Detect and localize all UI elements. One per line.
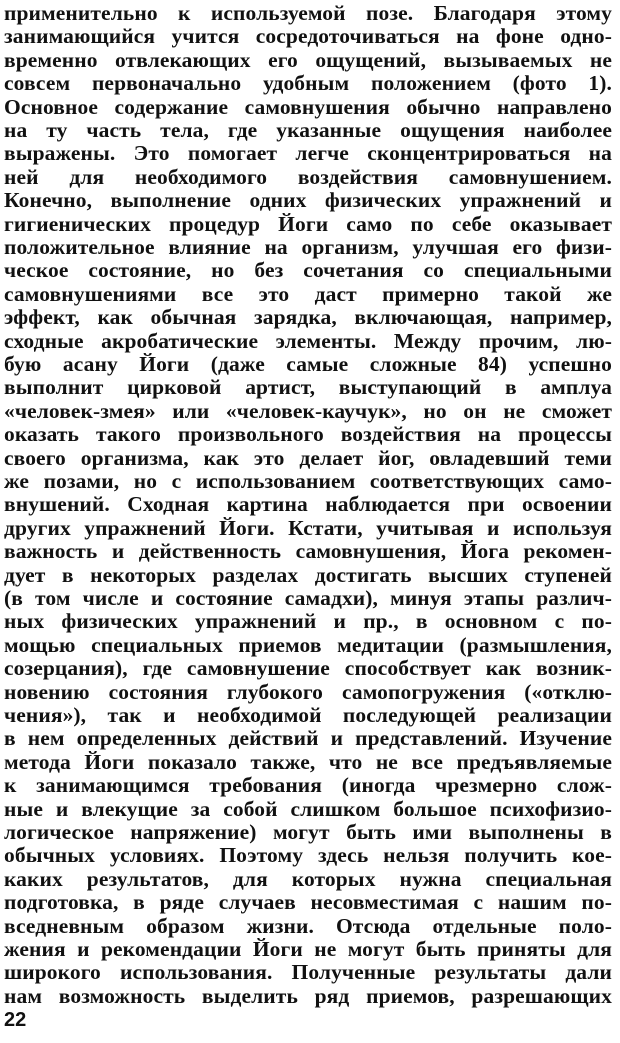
text-line: в нем определенных действий и представлений. Изучение (4, 726, 612, 751)
text-line: ческое состояние, но без сочетания со специальными (4, 258, 612, 283)
text-line: ней для необходимого воздействия самовнушением. (4, 164, 612, 189)
text-line: каких результатов, для которых нужна специальная (4, 866, 612, 891)
page-number: 22 (4, 1009, 27, 1031)
text-line: выражены. Это помогает легче сконцентрироваться на (4, 141, 612, 166)
text-line: самовнушениями все это даст примерно такой же (4, 281, 612, 306)
text-line: нам возможность выделить ряд приемов, разрешающих (4, 983, 612, 1008)
text-line: новению состояния глубокого самопогружения («отклю- (4, 679, 612, 704)
text-line: занимающийся учится сосредоточиваться на фоне одно- (4, 24, 612, 49)
text-line: метода Йоги показало также, что не все предъявляемые (4, 749, 612, 774)
text-line: гигиенических процедур Йоги само по себе оказывает (4, 211, 612, 236)
text-line: выполнит цирковой артист, выступающий в амплуа (4, 375, 612, 400)
text-line: временно отвлекающих его ощущений, вызываемых не (4, 47, 612, 72)
text-line: эффект, как обычная зарядка, включающая, например, (4, 305, 612, 330)
text-line: жения и рекомендации Йоги не могут быть приняты для (4, 937, 612, 961)
text-line: Конечно, выполнение одних физических упражнений и (4, 188, 612, 213)
text-line: других упражнений Йоги. Кстати, учитывая и используя (4, 515, 612, 540)
text-line: ных физических упражнений и пр., в основном с по- (4, 609, 612, 634)
text-line: ные и влекущие за собой слишком большое психофизио- (4, 796, 612, 821)
text-line: «человек-змея» или «человек-каучук», но он не сможет (4, 398, 612, 423)
text-line: широкого использования. Полученные результаты дали (4, 960, 612, 985)
text-line: обычных условиях. Поэтому здесь нельзя получить кое- (4, 843, 612, 868)
text-line: совсем первоначально удобным положением (фото 1). (4, 71, 612, 96)
text-line: сходные акробатические элементы. Между прочим, лю- (4, 328, 612, 353)
text-line: важность и действенность самовнушения, Йога рекомен- (4, 539, 612, 564)
text-line: (в том числе и состояние самадхи), минуя этапы различ- (4, 586, 612, 610)
text-line: к занимающимся требования (иногда чрезмерно слож- (4, 773, 612, 798)
text-line: применительно к используемой позе. Благодаря этому (4, 1, 612, 25)
text-line: Основное содержание самовнушения обычно направлено (4, 94, 612, 119)
text-line: своего организма, как это делает йог, овладевший теми (4, 445, 612, 470)
text-line: созерцания), где самовнушение способствует как возник- (4, 656, 612, 681)
text-line: бую асану Йоги (даже самые сложные 84) успешно (4, 352, 612, 376)
text-line: на ту часть тела, где указанные ощущения наиболее (4, 118, 612, 142)
text-line: же позами, но с использованием соответствующих само- (4, 469, 612, 493)
text-line: положительное влияние на организм, улучшая его физи- (4, 235, 612, 259)
text-line: логическое напряжение) могут быть ими выполнены в (4, 820, 612, 844)
text-line: вседневным образом жизни. Отсюда отдельные поло- (4, 913, 612, 938)
text-line: чения»), так и необходимой последующей реализации (4, 703, 612, 727)
text-line: внушений. Сходная картина наблюдается при освоении (4, 492, 612, 517)
text-line: оказать такого произвольного воздействия на процессы (4, 422, 612, 447)
text-line: подготовка, в ряде случаев несовместимая с нашим по- (4, 890, 612, 915)
text-line: дует в некоторых разделах достигать высших ступеней (4, 562, 612, 587)
text-line: мощью специальных приемов медитации (размышления, (4, 632, 612, 657)
